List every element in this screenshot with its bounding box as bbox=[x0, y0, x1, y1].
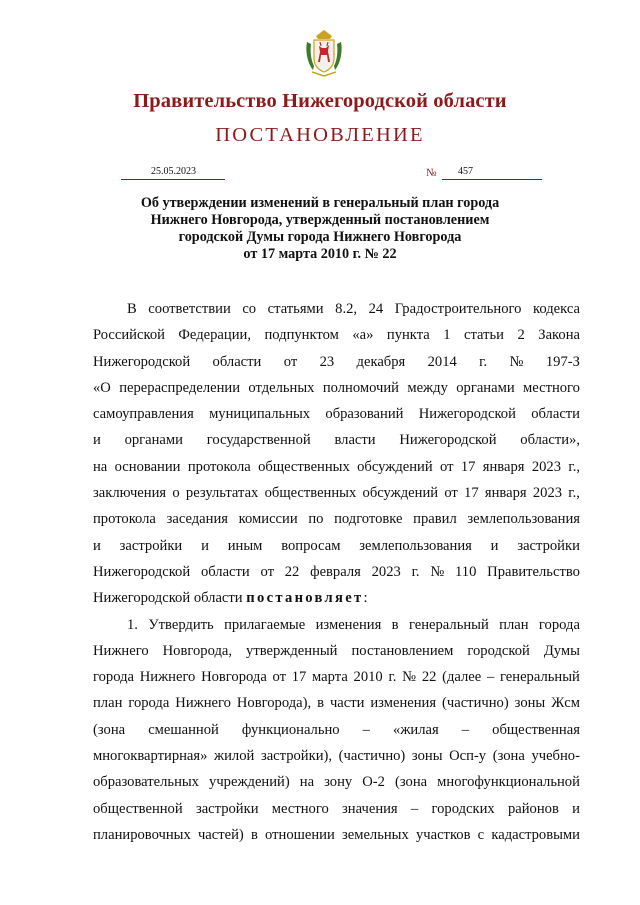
text-word: «а» bbox=[352, 327, 374, 344]
text-word: 17 bbox=[460, 458, 476, 475]
text-word: и bbox=[201, 537, 209, 554]
text-word: протокола bbox=[187, 458, 251, 475]
text-word: заседания bbox=[166, 511, 228, 528]
text-word: – bbox=[410, 800, 419, 817]
text-word: обсуждений bbox=[357, 458, 433, 475]
text-line bbox=[93, 796, 580, 822]
text-word: городских bbox=[431, 800, 495, 817]
decree-keyword: постановляет bbox=[246, 590, 364, 607]
text-word: по bbox=[308, 511, 324, 528]
text-word: 2023 bbox=[531, 458, 562, 475]
text-word: подпунктом bbox=[264, 327, 339, 344]
text-word: 17 bbox=[464, 485, 479, 502]
text-word: с bbox=[477, 826, 485, 843]
text-word: планировочных bbox=[93, 826, 191, 843]
text-word: Новгорода, bbox=[162, 642, 233, 659]
text-word: 2 bbox=[517, 327, 525, 344]
text-word: земельных bbox=[341, 826, 409, 843]
text-word: общественных bbox=[264, 485, 357, 502]
text-word: 2014 bbox=[427, 353, 457, 370]
text-word: 2010 bbox=[353, 669, 383, 686]
text-word: органами bbox=[456, 379, 515, 396]
text-word: Нижнего bbox=[139, 669, 196, 686]
text-line bbox=[93, 743, 580, 769]
text-word: и bbox=[490, 537, 499, 554]
text-word: 17 bbox=[291, 669, 307, 686]
text-word: зону bbox=[324, 774, 353, 791]
text-word: зоны bbox=[411, 748, 443, 765]
title-line: Об утверждении изменений в генеральный план города bbox=[140, 195, 500, 211]
text-word: учебно- bbox=[531, 748, 580, 765]
text-word: местного bbox=[271, 800, 329, 817]
text-word: от bbox=[444, 485, 458, 502]
text-word: результатах bbox=[185, 485, 259, 502]
text-word: смешанной bbox=[148, 721, 219, 738]
text-word: «О bbox=[93, 379, 111, 396]
text-word: землепользования bbox=[467, 511, 580, 528]
text-line bbox=[93, 822, 580, 848]
text-word: прилагаемые bbox=[224, 616, 306, 633]
text-word: Новгорода bbox=[201, 669, 267, 686]
text-word: – bbox=[461, 721, 470, 738]
text-word: образований bbox=[325, 406, 404, 423]
text-word: органами bbox=[124, 432, 183, 449]
text-word: Жсм bbox=[551, 695, 580, 712]
text-word: значения bbox=[342, 800, 398, 817]
text-word: г., bbox=[568, 458, 580, 475]
text-word: застройки bbox=[195, 800, 259, 817]
text-word: государственной bbox=[206, 432, 311, 449]
text-word: 1. bbox=[127, 616, 138, 633]
text-line bbox=[93, 533, 580, 559]
text-word: многоквартирная» bbox=[93, 748, 208, 765]
text-word: заключения bbox=[93, 485, 167, 502]
text-word: жилой bbox=[214, 748, 255, 765]
text-line bbox=[93, 769, 580, 795]
text-word: Нижегородской bbox=[418, 406, 516, 423]
text-word: кадастровыми bbox=[491, 826, 580, 843]
text-word: города bbox=[128, 695, 170, 712]
text-word: : bbox=[363, 590, 368, 607]
text-word: и bbox=[93, 432, 101, 449]
text-word: 22 bbox=[421, 669, 437, 686]
text-word: 2023 bbox=[371, 563, 401, 580]
text-line bbox=[93, 296, 580, 322]
text-word: Градостроительного bbox=[394, 301, 522, 317]
document-type: ПОСТАНОВЛЕНИЕ bbox=[215, 124, 425, 146]
text-word: от bbox=[440, 458, 454, 475]
text-word: Утвердить bbox=[148, 616, 214, 633]
text-word: и bbox=[572, 800, 580, 817]
text-word: Правительство bbox=[487, 563, 580, 580]
text-word: основании bbox=[114, 458, 181, 475]
text-word: Думы bbox=[543, 642, 580, 659]
text-word: утвержденный bbox=[246, 642, 338, 659]
text-word: (частично) bbox=[442, 695, 509, 712]
text-word: образовательных bbox=[93, 774, 199, 791]
document-date: 25.05.2023 bbox=[151, 166, 196, 177]
text-word: о bbox=[172, 485, 180, 502]
text-line bbox=[93, 454, 580, 480]
text-word: со bbox=[242, 301, 257, 317]
text-word: Новгорода), bbox=[236, 695, 312, 712]
text-word: между bbox=[407, 379, 448, 396]
document-number: 457 bbox=[458, 166, 473, 177]
text-word: кодекса bbox=[532, 301, 580, 317]
text-word: статьями bbox=[267, 301, 324, 317]
text-word: учреждений) bbox=[209, 774, 290, 791]
text-word: части bbox=[329, 695, 365, 712]
text-word: № bbox=[509, 353, 524, 370]
text-line bbox=[93, 480, 580, 506]
text-word: на bbox=[299, 774, 315, 791]
text-word: Нижнего bbox=[175, 695, 231, 712]
text-word: марта bbox=[312, 669, 348, 686]
text-word: Закона bbox=[538, 327, 580, 344]
text-word: местного bbox=[523, 379, 580, 396]
text-word: 24 bbox=[368, 301, 384, 317]
text-word: января bbox=[484, 485, 527, 502]
text-line bbox=[93, 717, 580, 743]
text-word: вопросам bbox=[281, 537, 341, 554]
text-word: городской bbox=[467, 642, 530, 659]
text-word: города bbox=[538, 616, 580, 633]
text-word: Нижегородской области bbox=[93, 590, 243, 607]
text-word: 197-З bbox=[545, 353, 580, 370]
paragraph-item-1 bbox=[93, 612, 580, 849]
text-word: г., bbox=[568, 485, 580, 502]
number-field bbox=[442, 166, 542, 180]
text-word: от bbox=[272, 669, 287, 686]
text-word: застройки), bbox=[260, 748, 333, 765]
text-word: план bbox=[499, 616, 529, 633]
text-word: самоуправления bbox=[93, 406, 194, 423]
text-word: от bbox=[283, 353, 298, 370]
text-word: В bbox=[127, 301, 137, 317]
text-word: зоны bbox=[514, 695, 546, 712]
text-word: общественная bbox=[492, 721, 580, 738]
text-word: № bbox=[430, 563, 445, 580]
text-word: полномочий bbox=[322, 379, 399, 396]
text-word: в bbox=[250, 826, 258, 843]
text-word: г. bbox=[411, 563, 420, 580]
text-line bbox=[93, 664, 580, 690]
text-word: участков bbox=[415, 826, 471, 843]
text-word: 110 bbox=[455, 563, 477, 580]
text-word: Нижегородской bbox=[93, 563, 191, 580]
text-word: – bbox=[362, 721, 370, 738]
number-sign: № bbox=[426, 167, 437, 179]
text-word: частей) bbox=[197, 826, 244, 843]
text-word: области», bbox=[520, 432, 580, 449]
text-word: муниципальных bbox=[209, 406, 311, 423]
text-word: на bbox=[93, 458, 108, 475]
text-word: г. bbox=[388, 669, 397, 686]
text-word: февраля bbox=[310, 563, 361, 580]
text-line bbox=[93, 322, 580, 348]
text-word: застройки bbox=[119, 537, 183, 554]
text-line bbox=[93, 690, 580, 716]
text-word: О-2 bbox=[362, 774, 385, 791]
text-word: отношении bbox=[265, 826, 335, 843]
text-line bbox=[93, 401, 580, 427]
text-word: районов bbox=[507, 800, 559, 817]
text-word: план bbox=[93, 695, 123, 712]
text-word: города bbox=[93, 669, 134, 686]
text-word: землепользования bbox=[359, 537, 472, 554]
text-word: г. bbox=[479, 353, 488, 370]
text-word: застройки bbox=[517, 537, 580, 554]
text-word: в bbox=[391, 616, 399, 633]
text-word: декабря bbox=[356, 353, 406, 370]
text-word: от bbox=[260, 563, 274, 580]
text-word: Российской bbox=[93, 327, 165, 344]
text-word: общественных bbox=[258, 458, 350, 475]
text-word: статьи bbox=[464, 327, 504, 344]
title-line: городской Думы города Нижнего Новгорода bbox=[178, 229, 462, 245]
text-word: в bbox=[317, 695, 324, 712]
text-word: Осп-у bbox=[449, 748, 487, 765]
text-word: общественной bbox=[93, 800, 183, 817]
text-word: комиссии bbox=[238, 511, 298, 528]
document-title bbox=[0, 195, 640, 263]
text-word: 23 bbox=[319, 353, 335, 370]
text-word: – bbox=[486, 669, 495, 686]
text-word: обсуждений bbox=[362, 485, 439, 502]
text-word: 22 bbox=[284, 563, 300, 580]
text-word: власти bbox=[334, 432, 376, 449]
text-word: января bbox=[482, 458, 525, 475]
text-word: изменения bbox=[370, 695, 437, 712]
text-line bbox=[93, 585, 580, 611]
text-line bbox=[93, 349, 580, 375]
text-word: Нижнего bbox=[93, 642, 149, 659]
text-line bbox=[93, 506, 580, 532]
text-line bbox=[93, 559, 580, 585]
text-word: области bbox=[200, 563, 250, 580]
text-word: функционально bbox=[241, 721, 340, 738]
title-line: Нижнего Новгорода, утвержденный постановлением bbox=[150, 212, 490, 228]
text-word: постановлением bbox=[351, 642, 454, 659]
text-line bbox=[93, 427, 580, 453]
text-word: отдельных bbox=[248, 379, 315, 396]
nizhny-novgorod-coat-of-arms-icon bbox=[304, 28, 344, 78]
text-word: иным bbox=[227, 537, 263, 554]
text-word: многофункциональной bbox=[437, 774, 580, 791]
text-word: пункта bbox=[386, 327, 430, 344]
text-word: генеральный bbox=[500, 669, 580, 686]
title-line: от 17 марта 2010 г. № 22 bbox=[243, 246, 397, 262]
text-word: Нижегородской bbox=[93, 353, 191, 370]
date-field bbox=[121, 166, 225, 180]
text-word: изменения bbox=[315, 616, 382, 633]
text-line bbox=[93, 375, 580, 401]
text-word: Нижегородской bbox=[399, 432, 497, 449]
text-word: (зона bbox=[395, 774, 428, 791]
text-word: протокола bbox=[93, 511, 156, 528]
government-name: Правительство Нижегородской области bbox=[133, 90, 507, 112]
text-word: 1 bbox=[443, 327, 451, 344]
text-word: «жилая bbox=[393, 721, 439, 738]
text-word: (далее bbox=[442, 669, 482, 686]
text-word: генеральный bbox=[408, 616, 489, 633]
text-word: Федерации, bbox=[178, 327, 251, 344]
text-word: подготовке bbox=[334, 511, 403, 528]
text-line bbox=[93, 612, 580, 638]
text-word: области bbox=[212, 353, 262, 370]
text-word: соответствии bbox=[148, 301, 231, 317]
text-line bbox=[93, 638, 580, 664]
text-word: области bbox=[531, 406, 580, 423]
text-word: (зона bbox=[492, 748, 525, 765]
text-word: 2023 bbox=[532, 485, 563, 502]
text-word: 8.2, bbox=[335, 301, 358, 317]
text-word: (частично) bbox=[338, 748, 406, 765]
text-word: перераспределении bbox=[119, 379, 241, 396]
document-body bbox=[93, 296, 580, 848]
text-word: (зона bbox=[93, 721, 126, 738]
text-word: и bbox=[93, 537, 101, 554]
text-word: правил bbox=[413, 511, 457, 528]
text-word: № bbox=[402, 669, 417, 686]
paragraph-preamble bbox=[93, 296, 580, 585]
